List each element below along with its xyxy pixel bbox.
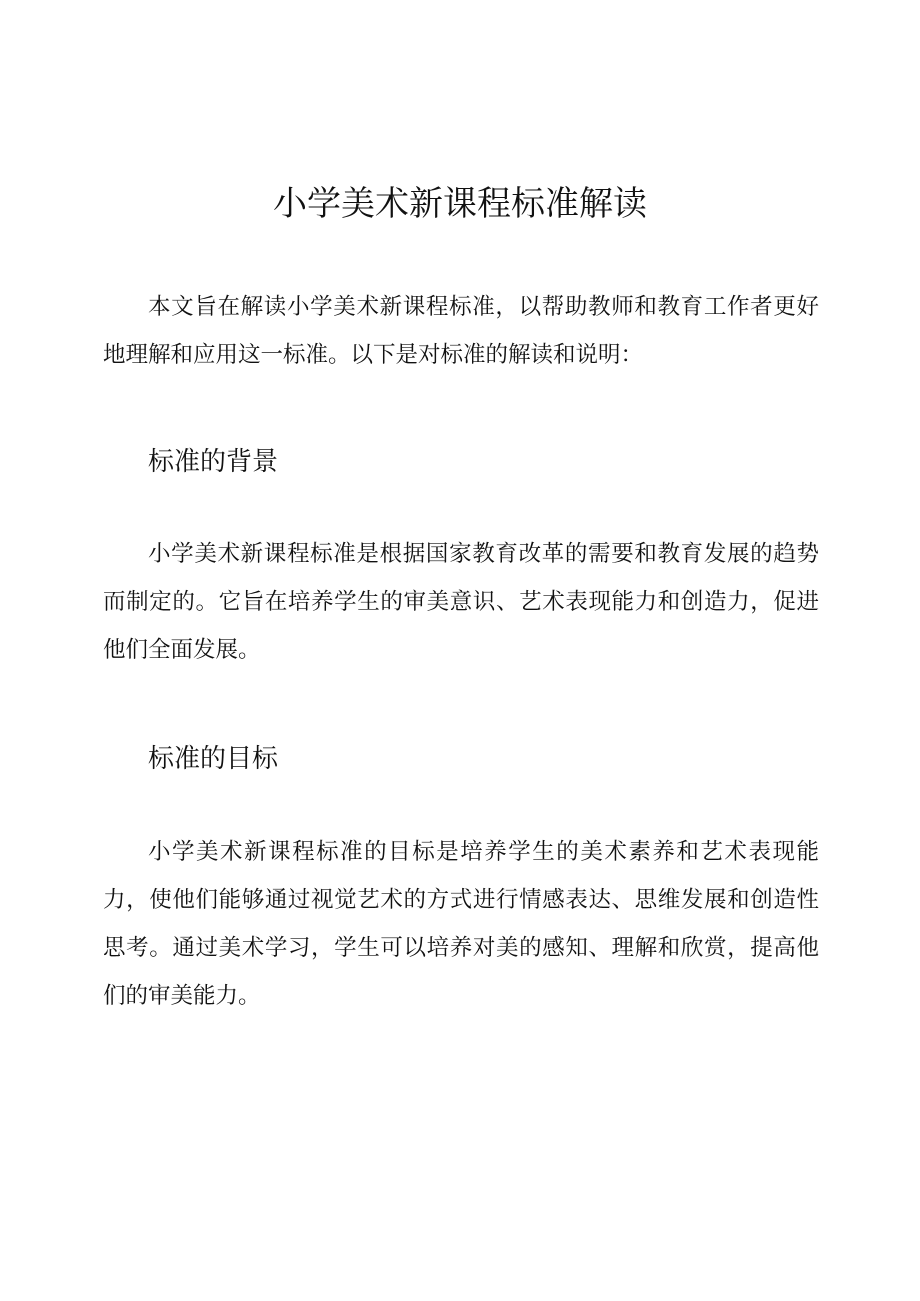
section-body-goal: 小学美术新课程标准的目标是培养学生的美术素养和艺术表现能力，使他们能够通过视觉艺术的方式进行情感表达、思维发展和创造性思考。通过美术学习，学生可以培养对美的感知、理解和欣赏，提高他们的审美能力。 [103, 839, 819, 1009]
document-title: 小学美术新课程标准解读 [273, 184, 647, 224]
intro-paragraph: 本文旨在解读小学美术新课程标准，以帮助教师和教育工作者更好地理解和应用这一标准。以下是对标准的解读和说明： [103, 294, 819, 368]
section-heading-goal: 标准的目标 [148, 744, 279, 774]
section-heading-background: 标准的背景 [148, 447, 279, 477]
section-body-background: 小学美术新课程标准是根据国家教育改革的需要和教育发展的趋势而制定的。它旨在培养学生的审美意识、艺术表现能力和创造力，促进他们全面发展。 [103, 541, 819, 663]
